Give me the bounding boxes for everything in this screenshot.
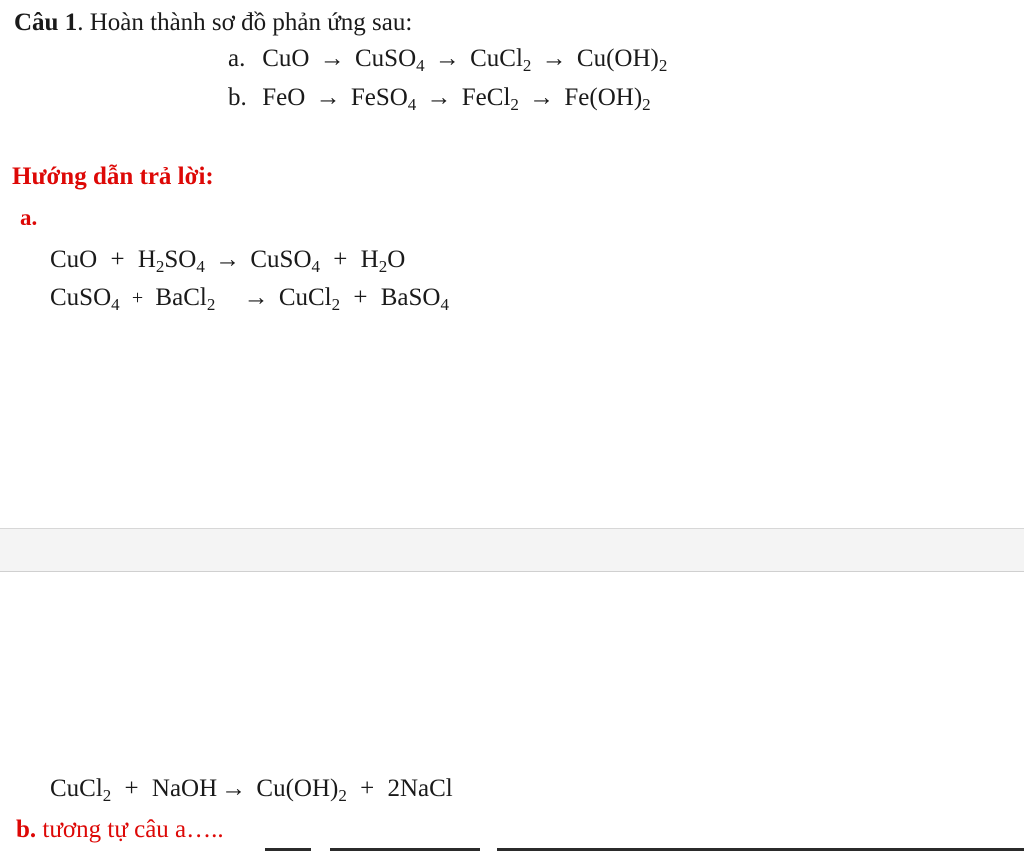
eq3-product-1: $Cu(OH)_2$	[256, 775, 347, 805]
scan-divider-band	[0, 529, 1024, 571]
eq2-reactant-2: BaCl$_2$	[155, 284, 216, 314]
chain-b-term-1: FeO	[262, 84, 306, 111]
chain-b-term-3: FeCl$_2$	[461, 84, 519, 114]
question-text: . Hoàn thành sơ đồ phản ứng sau:	[77, 9, 413, 36]
chain-b-term-2: FeSO$_4$	[350, 84, 417, 114]
arrow-icon: →	[529, 84, 555, 111]
plus-icon: +	[333, 246, 348, 273]
answer-part-b	[16, 815, 224, 845]
eq2-reactant-1: CuSO$_4$	[50, 284, 120, 314]
arrow-icon: →	[315, 84, 341, 111]
chain-a-marker: a.	[228, 45, 246, 72]
eq3-reactant-2: NaOH	[151, 775, 218, 802]
chain-a-term-4: $Cu(OH)_2$	[576, 45, 668, 75]
arrow-icon: →	[319, 45, 345, 72]
answer-part-a-label: a.	[20, 205, 38, 230]
answer-part-b-text: tương tự câu a…..	[42, 816, 224, 843]
arrow-icon: →	[541, 45, 567, 72]
equation-3	[50, 774, 453, 804]
answer-heading: Hướng dẫn trả lời:	[12, 163, 214, 190]
arrow-icon: →	[426, 84, 452, 111]
eq3-product-2: 2NaCl	[387, 775, 453, 802]
arrow-icon: →	[215, 246, 241, 273]
equation-1	[50, 245, 405, 275]
plus-icon: +	[110, 246, 125, 273]
plus-icon: +	[131, 287, 144, 309]
question-heading	[14, 8, 412, 38]
chain-a-term-2: CuSO$_4$	[354, 45, 425, 75]
chain-b-term-4: $Fe(OH)_2$	[564, 84, 651, 114]
reaction-chain-b	[228, 83, 651, 113]
reaction-chain-a	[228, 44, 667, 74]
arrow-icon: →	[221, 775, 247, 802]
eq3-reactant-1: CuCl$_2$	[50, 775, 112, 805]
plus-icon: +	[360, 775, 375, 802]
eq1-reactant-2: $H_2SO_4$	[137, 246, 205, 276]
answer-part-b-label: b.	[16, 816, 37, 843]
eq1-product-2: $H_2O$	[360, 246, 406, 276]
plus-icon: +	[353, 284, 368, 311]
eq2-product-1: CuCl$_2$	[278, 284, 341, 314]
eq2-product-2: BaSO$_4$	[380, 284, 449, 314]
eq1-product-1: CuSO$_4$	[250, 246, 321, 276]
equation-2	[50, 283, 449, 313]
question-label: Câu 1	[14, 9, 78, 36]
arrow-icon: →	[434, 45, 460, 72]
arrow-icon: →	[243, 284, 269, 311]
chain-a-term-3: CuCl$_2$	[470, 45, 532, 75]
chain-b-marker: b.	[228, 84, 247, 111]
plus-icon: +	[124, 775, 139, 802]
scan-divider-bottom	[0, 571, 1024, 572]
eq1-reactant-1: CuO	[50, 246, 98, 273]
chain-a-term-1: CuO	[262, 45, 310, 72]
